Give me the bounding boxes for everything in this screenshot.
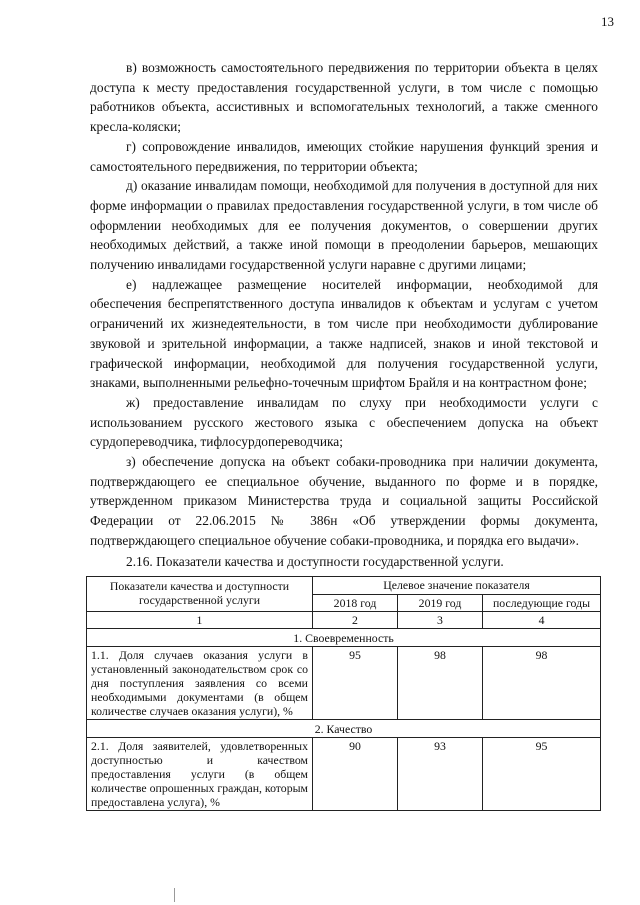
paragraph-d: д) оказание инвалидам помощи, необходимой для получения в доступной для них форме информации о правилах предоставления государственной услуги, в том числе об оформлении необходимых для ее получения документов, о совершении других необходимых действий, а также иной помощи в преодолении барьеров, мешающих получению инвалидами государственной услуги наравне с другими лицами; — [90, 178, 598, 273]
table-group-row — [87, 629, 601, 647]
table-group-row — [87, 720, 601, 738]
table-column-numbers-row — [87, 612, 601, 629]
table-row — [87, 647, 601, 720]
indicator-cell: 2.1. Доля заявителей, удовлетворенных доступностью и качеством предоставления услуги (в общем количестве опрошенных граждан, которым предоставлена услуга), % — [87, 738, 313, 811]
group-title-timeliness: 1. Своевременность — [87, 629, 601, 647]
header-year-next: последующие годы — [483, 594, 601, 612]
paragraph-zh: ж) предоставление инвалидам по слуху при необходимости услуги с использованием русского жестового языка с обеспечением допуска на объект сурдопереводчика, тифлосурдопереводчика; — [90, 394, 598, 450]
header-year-2019: 2019 год — [398, 594, 483, 612]
column-number: 3 — [398, 612, 483, 629]
header-indicator: Показатели качества и доступности государственной услуги — [87, 577, 313, 612]
body-text — [90, 58, 598, 571]
section-title: 2.16. Показатели качества и доступности государственной услуги. — [126, 553, 504, 569]
value-cell: 90 — [313, 738, 398, 811]
column-number: 4 — [483, 612, 601, 629]
indicator-cell: 1.1. Доля случаев оказания услуги в установленный законодательством срок со дня поступления заявления со всеми необходимыми документами (в общем количестве случаев оказания услуги), % — [87, 647, 313, 720]
page-number: 13 — [601, 14, 614, 29]
header-year-2018: 2018 год — [313, 594, 398, 612]
paragraph-z: з) обеспечение допуска на объект собаки-проводника при наличии документа, подтверждающего ее специальное обучение, выданного по форме и в порядке, утвержденном приказом Министерства труда и социальной защиты Российской Федерации от 22.06.2015 № 386н «Об утверждении формы документа, подтверждающего специальное обучение собаки-проводника, и порядка его выдачи». — [90, 454, 598, 548]
value-cell: 98 — [398, 647, 483, 720]
scan-artifact-line — [174, 888, 175, 902]
paragraph-g: г) сопровождение инвалидов, имеющих стойкие нарушения функций зрения и самостоятельного передвижения, по территории объекта; — [90, 138, 598, 174]
value-cell: 95 — [313, 647, 398, 720]
value-cell: 93 — [398, 738, 483, 811]
indicators-table — [86, 576, 601, 811]
column-number: 1 — [87, 612, 313, 629]
paragraph-v: в) возможность самостоятельного передвижения по территории объекта в целях доступа к месту предоставления государственной услуги, в том числе с помощью работников объекта, ассистивных и вспомогательных технологий, а также сменного кресла-коляски; — [90, 60, 598, 135]
value-cell: 98 — [483, 647, 601, 720]
column-number: 2 — [313, 612, 398, 629]
table-header-row — [87, 577, 601, 595]
value-cell: 95 — [483, 738, 601, 811]
table-row — [87, 738, 601, 811]
header-target: Целевое значение показателя — [313, 577, 601, 595]
paragraph-e: е) надлежащее размещение носителей информации, необходимой для обеспечения беспрепятственного доступа инвалидов к объектам и услугам с учетом ограничений их жизнедеятельности, в том числе при необходимости дублирование звуковой и зрительной информации, а также надписей, знаков и иной текстовой и графической информации, необходимой для получения государственной услуги, знаками, выполненными рельефно-точечным шрифтом Брайля и на контрастном фоне; — [90, 276, 598, 391]
group-title-quality: 2. Качество — [87, 720, 601, 738]
